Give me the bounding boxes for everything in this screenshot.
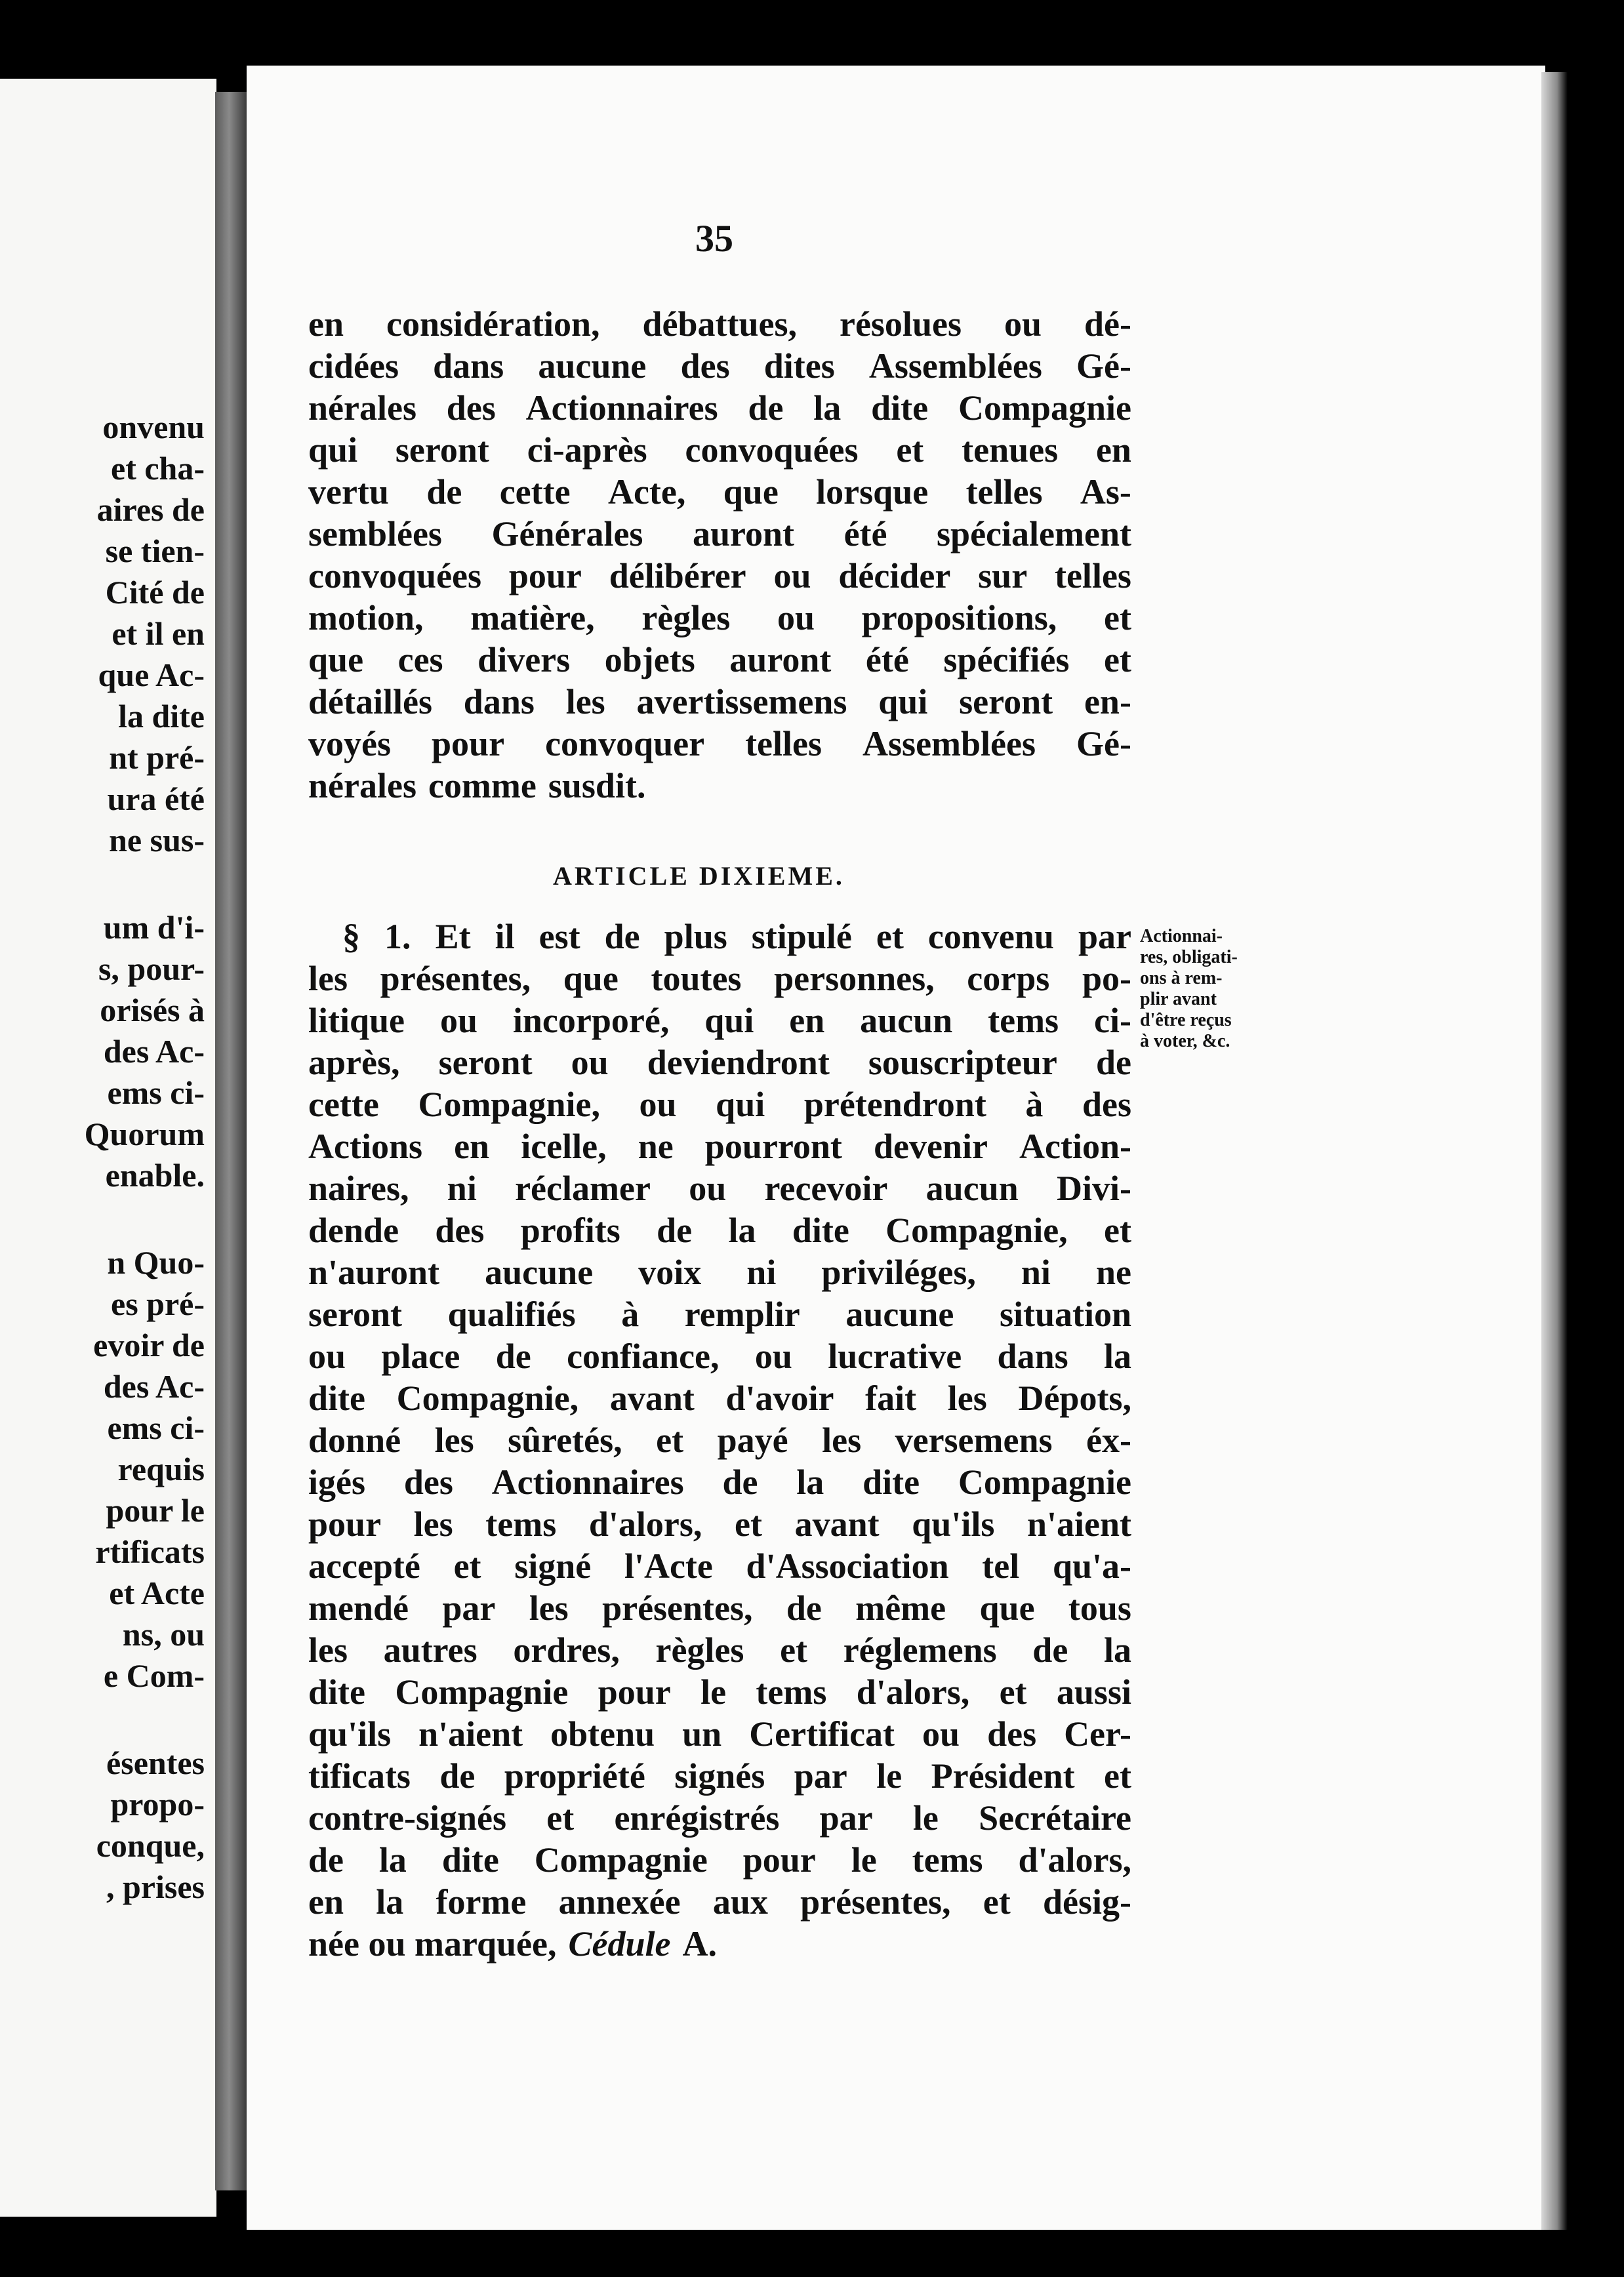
margin-note-line: res, obligati- xyxy=(1140,947,1238,967)
text-line: Actions en icelle, ne pourront devenir Action- xyxy=(308,1127,1131,1166)
margin-note-line: plir avant xyxy=(1140,989,1217,1009)
left-line: que Ac- xyxy=(98,656,205,693)
left-line-gap xyxy=(85,861,205,907)
text-line: en la forme annexée aux présentes, et désig- xyxy=(308,1882,1131,1922)
text-line: n'auront aucune voix ni priviléges, ni ne xyxy=(308,1253,1131,1292)
margin-note-line: ons à rem- xyxy=(1140,968,1223,988)
last-line-text: née ou marquée, xyxy=(308,1924,557,1964)
text-line: accepté et signé l'Acte d'Association tel qu'a- xyxy=(308,1546,1131,1586)
text-line: qui seront ci-après convoquées et tenues en xyxy=(308,430,1131,470)
left-line: s, pour- xyxy=(98,950,205,987)
margin-note-line: d'être reçus xyxy=(1140,1010,1232,1030)
left-line: e Com- xyxy=(103,1657,205,1694)
left-line: conque, xyxy=(96,1827,205,1864)
left-line: orisés à xyxy=(100,992,205,1028)
text-line: semblées Générales auront été spécialement xyxy=(308,514,1131,554)
text-line: dende des profits de la dite Compagnie, et xyxy=(308,1211,1131,1250)
text-line: dite Compagnie, avant d'avoir fait les Dépots, xyxy=(308,1379,1131,1418)
left-line: ems ci- xyxy=(107,1409,205,1446)
left-line: , prises xyxy=(106,1868,205,1905)
left-line: la dite xyxy=(118,698,205,735)
text-line: qu'ils n'aient obtenu un Certificat ou des Cer- xyxy=(308,1714,1131,1754)
left-line: ura été xyxy=(107,780,205,817)
left-line: Quorum xyxy=(84,1116,205,1152)
text-line: seront qualifiés à remplir aucune situation xyxy=(308,1295,1131,1334)
text-line: mendé par les présentes, de même que tous xyxy=(308,1588,1131,1628)
text-line: convoquées pour délibérer ou décider sur telles xyxy=(308,556,1131,595)
text-line: pour les tems d'alors, et avant qu'ils n'aient xyxy=(308,1504,1131,1544)
text-line: nérales des Actionnaires de la dite Compagnie xyxy=(308,388,1131,428)
text-line: ou place de confiance, ou lucrative dans la xyxy=(308,1337,1131,1376)
left-line: nt pré- xyxy=(109,739,205,776)
left-line: se tien- xyxy=(105,533,205,569)
left-line: rtificats xyxy=(95,1533,205,1570)
text-line: voyés pour convoquer telles Assemblées Gé- xyxy=(308,724,1131,763)
left-line: ne sus- xyxy=(109,822,205,858)
page-number: 35 xyxy=(695,217,733,260)
previous-page-fragment xyxy=(0,79,216,2217)
left-line: Cité de xyxy=(105,574,205,611)
text-line: que ces divers objets auront été spécifiés et xyxy=(308,640,1131,679)
text-line: cette Compagnie, ou qui prétendront à des xyxy=(308,1085,1131,1124)
text-line: détaillés dans les avertissemens qui seront en- xyxy=(308,682,1131,721)
margin-note-line: à voter, &c. xyxy=(1140,1031,1230,1051)
left-line: des Ac- xyxy=(103,1033,205,1070)
left-line: ns, ou xyxy=(122,1616,205,1653)
text-line: contre-signés et enrégistrés par le Secrétaire xyxy=(308,1798,1131,1838)
left-line-gap xyxy=(85,1196,205,1242)
text-line: naires, ni réclamer ou recevoir aucun Divi- xyxy=(308,1169,1131,1208)
left-line: pour le xyxy=(106,1492,205,1529)
left-line: et cha- xyxy=(111,450,205,487)
text-line-last xyxy=(308,1923,1131,1965)
left-line: aires de xyxy=(96,491,205,528)
margin-note xyxy=(1140,926,1284,1052)
left-line: um d'i- xyxy=(103,909,205,946)
left-line-gap xyxy=(85,1697,205,1743)
paragraph-2 xyxy=(308,916,1131,1965)
text-line: § 1. Et il est de plus stipulé et convenu par xyxy=(342,917,1131,956)
left-line: ésentes xyxy=(106,1744,205,1781)
left-line: des Ac- xyxy=(103,1368,205,1405)
left-line: ems ci- xyxy=(107,1074,205,1111)
left-line: et il en xyxy=(112,615,205,652)
left-line: propo- xyxy=(110,1786,205,1823)
text-line: donné les sûretés, et payé les versemens éx- xyxy=(308,1421,1131,1460)
text-line: dite Compagnie pour le tems d'alors, et aussi xyxy=(308,1672,1131,1712)
left-line: et Acte xyxy=(109,1575,205,1611)
previous-page-text xyxy=(85,407,205,1908)
schedule-reference: Cédule xyxy=(568,1924,671,1964)
schedule-letter: A. xyxy=(682,1924,717,1964)
text-line: en considération, débattues, résolues ou dé- xyxy=(308,304,1131,344)
left-line: es pré- xyxy=(111,1285,205,1322)
left-line: onvenu xyxy=(102,409,205,445)
text-line: de la dite Compagnie pour le tems d'alors, xyxy=(308,1840,1131,1880)
text-line: les autres ordres, règles et réglemens de la xyxy=(308,1630,1131,1670)
text-line: litique ou incorporé, qui en aucun tems ci- xyxy=(308,1001,1131,1040)
text-line: tificats de propriété signés par le Président et xyxy=(308,1756,1131,1796)
book-spine xyxy=(215,92,247,2190)
text-line: après, seront ou deviendront souscripteur de xyxy=(308,1043,1131,1082)
text-line: les présentes, que toutes personnes, corps po- xyxy=(308,959,1131,998)
left-line: requis xyxy=(117,1451,205,1487)
text-line: nérales comme susdit. xyxy=(308,766,646,805)
page-edge-shadow xyxy=(1541,72,1568,2230)
article-heading: ARTICLE DIXIEME. xyxy=(553,861,845,891)
left-line: n Quo- xyxy=(107,1244,205,1281)
text-line: motion, matière, règles ou propositions, et xyxy=(308,598,1131,637)
text-line: igés des Actionnaires de la dite Compagnie xyxy=(308,1462,1131,1502)
text-line: cidées dans aucune des dites Assemblées Gé- xyxy=(308,346,1131,386)
left-line: enable. xyxy=(105,1157,205,1194)
text-line: vertu de cette Acte, que lorsque telles As- xyxy=(308,472,1131,512)
left-line: evoir de xyxy=(93,1327,205,1363)
paragraph-1 xyxy=(308,303,1131,807)
margin-note-line: Actionnai- xyxy=(1140,926,1223,946)
